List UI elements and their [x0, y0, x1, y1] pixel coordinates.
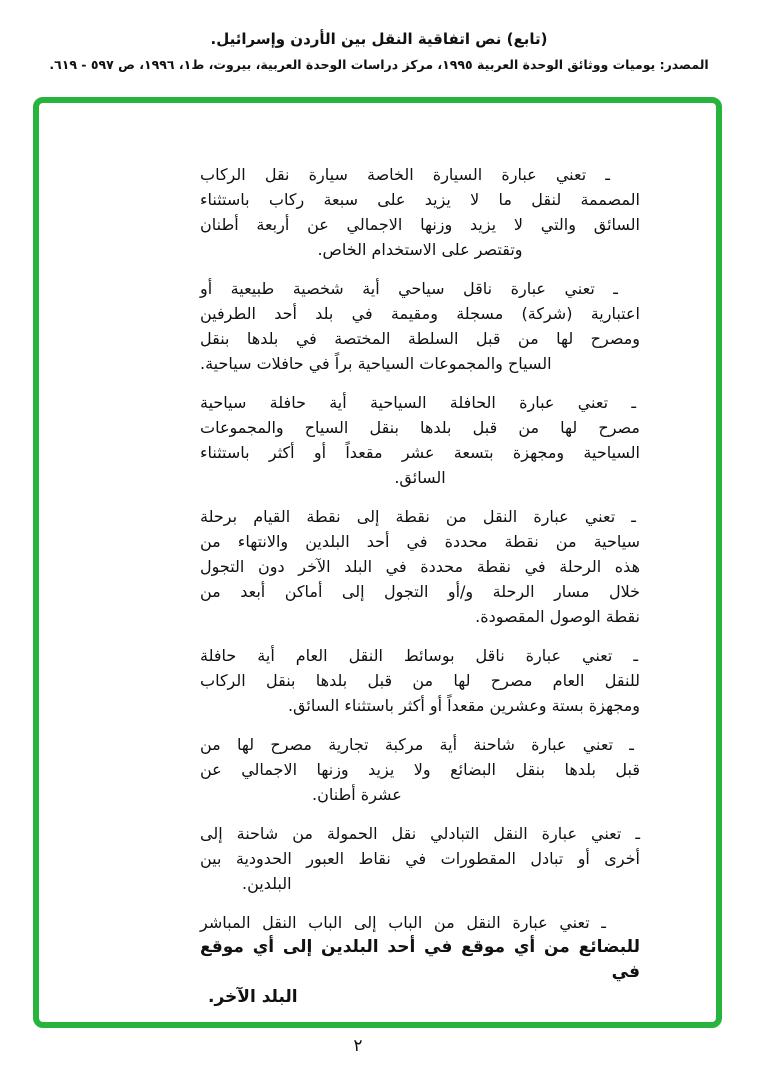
content-border-box [33, 97, 722, 1028]
text-line: قبل بلدها بنقل البضائع ولا يزيد وزنها الاجمالي عن [200, 760, 640, 779]
text-line: سياحية من نقطة محددة في أحد البلدين والانتهاء من [200, 532, 640, 551]
text-line: هذه الرحلة في نقطة محددة في البلد الآخر دون التجول [200, 557, 640, 576]
text-line: ـ تعني عبارة النقل من نقطة إلى نقطة القيام برحلة [200, 507, 636, 526]
text-line: عشرة أطنان. [312, 785, 402, 804]
page-header [0, 30, 758, 72]
source-citation: المصدر: يوميات ووثائق الوحدة العربية ١٩٩٥، مركز دراسات الوحدة العربية، بيروت، ط١، ١٩٩٦، ص ٥٩٧ - ٦١٩. [49, 57, 709, 72]
definition-paragraph [200, 732, 640, 807]
definition-paragraph [200, 390, 640, 490]
text-line: ـ تعني عبارة السيارة الخاصة سيارة نقل الركاب [200, 165, 610, 184]
text-line: السياحية ومجهزة بتسعة عشر مقعداً أو أكثر باستثناء [200, 443, 640, 462]
definition-paragraph [200, 162, 640, 262]
text-line: أخرى أو تبادل المقطورات في نقاط العبور الحدودية بين [200, 849, 640, 868]
text-line: وتقتصر على الاستخدام الخاص. [317, 240, 523, 259]
text-line: السائق. [394, 468, 446, 487]
text-line: للبضائع من أي موقع في أحد البلدين إلى أي موقع في [200, 937, 640, 982]
text-line: اعتبارية (شركة) مسجلة ومقيمة في بلد أحد الطرفين [200, 304, 640, 323]
text-line: نقطة الوصول المقصودة. [475, 607, 640, 626]
text-line: المصممة لنقل ما لا يزيد على سبعة ركاب باستثناء [200, 190, 640, 209]
definition-paragraph [200, 504, 640, 629]
text-line: البلدين. [242, 874, 292, 893]
text-line: السائق والتي لا يزيد وزنها الاجمالي عن أربعة أطنان [200, 215, 640, 234]
text-line: ـ تعني عبارة ناقل بوسائط النقل العام أية حافلة [200, 646, 638, 665]
text-line: مصرح لها من قبل بلدها بنقل السياح والمجموعات [200, 418, 640, 437]
text-line: ومجهزة بستة وعشرين مقعداً أو أكثر باستثناء السائق. [287, 696, 640, 715]
text-line: ـ تعني عبارة النقل التبادلي نقل الحمولة من شاحنة إلى [200, 824, 640, 843]
definition-paragraph [200, 821, 640, 896]
text-line: ـ تعني عبارة الحافلة السياحية أية حافلة سياحية [200, 393, 636, 412]
text-line: البلد الآخر. [208, 987, 298, 1007]
text-line: ومصرح لها من قبل السلطة المختصة في بلدها بنقل [200, 329, 640, 348]
text-line: للنقل العام مصرح لها من قبل بلدها بنقل الركاب [200, 671, 640, 690]
definition-paragraph [200, 276, 640, 376]
text-line: ـ تعني عبارة شاحنة أية مركبة تجارية مصرح لها من [200, 735, 634, 754]
definition-paragraph [200, 643, 640, 718]
text-line: السياح والمجموعات السياحية براً في حافلات سياحية. [200, 354, 552, 373]
text-line: ـ تعني عبارة ناقل سياحي أية شخصية طبيعية أو [200, 279, 618, 298]
definitions-list [200, 162, 640, 1010]
text-line: ـ تعني عبارة النقل من الباب إلى الباب النقل المباشر [200, 913, 606, 932]
definition-paragraph [200, 910, 640, 1010]
page-number: ٢ [353, 1036, 363, 1056]
continuation-title: (تابع) نص اتفاقية النقل بين الأردن وإسرائيل. [210, 30, 548, 48]
text-line: خلال مسار الرحلة و/أو التجول إلى أماكن أبعد من [200, 582, 640, 601]
